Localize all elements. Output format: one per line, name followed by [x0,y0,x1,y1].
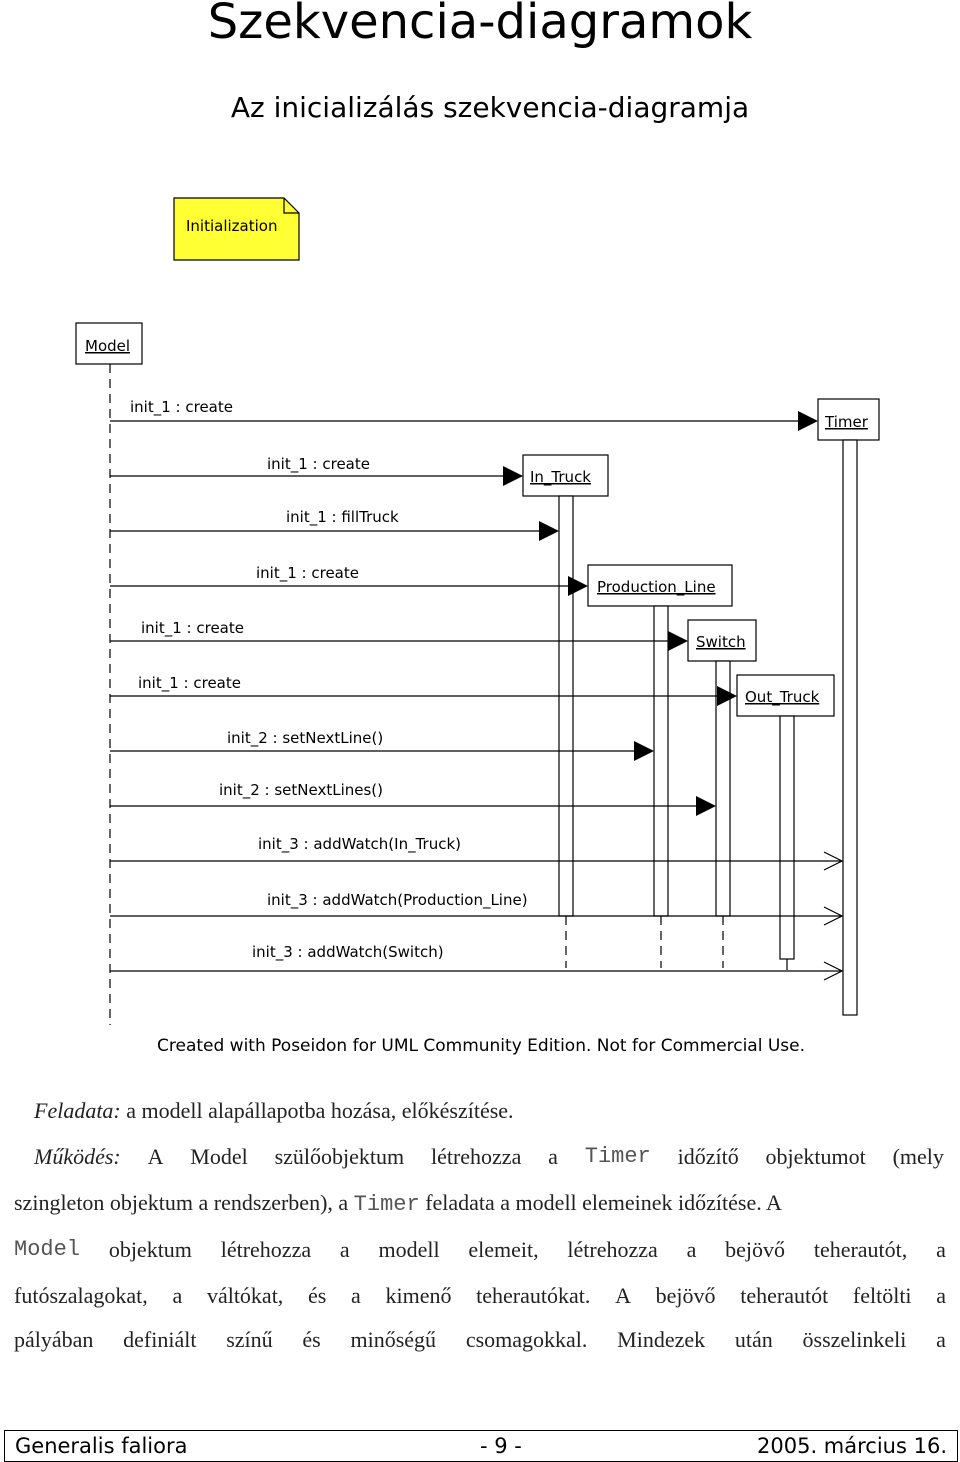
object-in-truck [523,455,608,968]
word: modell [378,1237,440,1262]
word: váltókat, [206,1283,284,1308]
word: a [351,1283,361,1308]
message-label: init_1 : fillTruck [286,508,399,526]
word: kimenő [385,1283,452,1308]
word: teherautókat. [476,1283,591,1308]
word: a [548,1144,558,1169]
note-label: Initialization [186,217,278,235]
message-label: init_2 : setNextLine() [227,729,384,747]
word: létrehozza [430,1144,522,1169]
mukodes-line-1 [34,1144,944,1170]
word: összelinkeli [802,1327,907,1352]
message-add-watch-production-line [110,891,842,925]
object-model-label: Model [85,337,131,355]
object-out-truck [737,675,834,970]
word: elemeit, [468,1237,539,1262]
message-create-in-truck [110,455,523,486]
code-timer: Timer [353,1192,420,1217]
object-timer-label: Timer [825,413,868,431]
message-add-watch-in-truck [110,835,842,870]
feladata-text: a modell alapállapotba hozása, előkészítése. [120,1098,514,1123]
word: és [308,1283,327,1308]
message-create-timer [110,398,818,431]
word: színű [226,1327,273,1352]
word: futószalagokat, [14,1283,148,1308]
message-label: init_1 : create [141,619,244,637]
word: a [936,1237,946,1262]
code-timer: Timer [584,1144,651,1169]
word: időzítő [677,1144,739,1169]
word: objektumot [765,1144,866,1169]
word: szülőobjektum [274,1144,405,1169]
word: a [172,1283,183,1308]
word: definiált [123,1327,197,1352]
mukodes-line-2 [14,1190,946,1217]
page-subtitle: Az inicializálás szekvencia-diagramja [230,91,750,124]
feladata-line [34,1098,514,1124]
word: teherautót [740,1283,829,1308]
word: létrehozza [220,1237,312,1262]
word: után [734,1327,773,1352]
message-fill-truck [110,508,559,541]
message-label: init_2 : setNextLines() [219,781,384,799]
initialization-note [174,198,299,260]
diagram-watermark: Created with Poseidon for UML Community Edition. Not for Commercial Use. [157,1036,806,1056]
word: bejövő [725,1237,786,1262]
object-in-truck-label: In_Truck [530,468,591,486]
code-model: Model [14,1237,81,1262]
message-create-production-line [110,564,588,596]
footer-page-number: - 9 - [480,1434,522,1458]
word: feltölti [852,1283,912,1308]
word: csomagokkal. [465,1327,588,1352]
message-create-out-truck [110,674,737,706]
page-title: Szekvencia-diagramok [207,0,753,50]
mukodes-line-3 [14,1237,946,1263]
footer-author: Generalis faliora [15,1434,188,1458]
message-label: init_3 : addWatch(Switch) [252,943,444,961]
word: teherautót, [813,1237,908,1262]
line-2-text [14,1190,782,1217]
page-footer [4,1430,958,1462]
message-set-next-lines [110,781,716,816]
word: a [936,1283,946,1308]
object-out-truck-label: Out_Truck [745,688,820,706]
word: A [615,1283,631,1308]
feladata-label: Feladata: [34,1098,121,1123]
message-add-watch-switch [110,943,842,980]
message-label: init_3 : addWatch(In_Truck) [258,835,461,853]
message-label: init_1 : create [138,674,241,692]
mukodes-label: Működés: [34,1144,121,1169]
word: és [302,1327,321,1352]
word: a [936,1327,946,1352]
word: (mely [892,1144,944,1169]
word: pályában [14,1327,94,1352]
text-segment: szingleton objektum a rendszerben), a [14,1190,354,1215]
text-segment: feladata a modell elemeinek időzítése. A [419,1190,782,1215]
word: minőségű [350,1327,437,1352]
object-switch-label: Switch [696,633,746,651]
word: a [686,1237,697,1262]
mukodes-line-4 [14,1283,946,1309]
object-model [76,323,142,1025]
word: A [147,1144,164,1169]
word: létrehozza [567,1237,658,1262]
word: Mindezek [617,1327,706,1352]
message-label: init_3 : addWatch(Production_Line) [267,891,528,909]
word: bejövő [655,1283,716,1308]
object-production-line-label: Production_Line [597,578,716,596]
word: a [339,1237,350,1262]
message-label: init_1 : create [256,564,359,582]
word: objektum [108,1237,192,1262]
message-create-switch [110,619,688,651]
mukodes-line-5 [14,1327,946,1353]
message-label: init_1 : create [130,398,233,416]
message-label: init_1 : create [267,455,370,473]
word: Model [190,1144,248,1169]
footer-date: 2005. március 16. [757,1434,947,1458]
